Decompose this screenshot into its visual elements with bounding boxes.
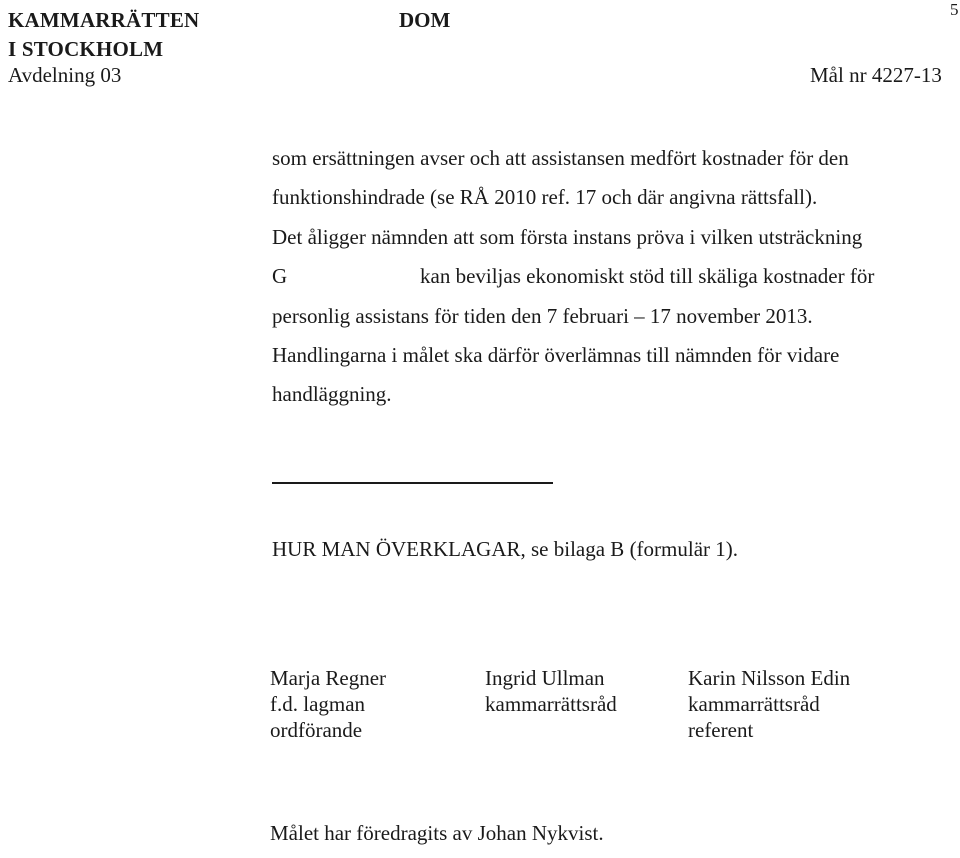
signatory-1-role: ordförande: [270, 718, 363, 742]
body-line-7: handläggning.: [272, 382, 392, 406]
presented-by: Målet har föredragits av Johan Nykvist.: [270, 821, 604, 845]
body-line-4: kan beviljas ekonomiskt stöd till skäliga kostnader för: [420, 264, 875, 288]
signatory-3-title: kammarrättsråd: [688, 692, 820, 716]
body-line-3: Det åligger nämnden att som första instans pröva i vilken utsträckning: [272, 225, 863, 249]
signatory-3-role: referent: [688, 718, 754, 742]
signatory-2-title: kammarrättsråd: [485, 692, 617, 716]
body-line-1: som ersättningen avser och att assistansen medfört kostnader för den: [272, 146, 849, 170]
division-label: Avdelning 03: [8, 63, 122, 87]
appeal-notice: HUR MAN ÖVERKLAGAR, se bilaga B (formulär 1).: [272, 537, 739, 561]
court-name-line1: KAMMARRÄTTEN: [8, 8, 200, 32]
page-number: 5: [950, 0, 959, 19]
case-number: Mål nr 4227-13: [810, 63, 942, 87]
document-type: DOM: [399, 8, 451, 32]
signatory-2-name: Ingrid Ullman: [485, 666, 605, 690]
court-name-line2: I STOCKHOLM: [8, 37, 164, 61]
body-line-5: personlig assistans för tiden den 7 februari – 17 november 2013.: [272, 304, 813, 328]
signatory-1-name: Marja Regner: [270, 666, 387, 690]
signatory-1-title: f.d. lagman: [270, 692, 366, 716]
body-line-2: funktionshindrade (se RÅ 2010 ref. 17 och där angivna rättsfall).: [272, 185, 818, 209]
signatory-3-name: Karin Nilsson Edin: [688, 666, 851, 690]
separator-line: [272, 482, 553, 484]
body-line-4-initial: G: [272, 264, 288, 288]
body-line-6: Handlingarna i målet ska därför överlämnas till nämnden för vidare: [272, 343, 840, 367]
